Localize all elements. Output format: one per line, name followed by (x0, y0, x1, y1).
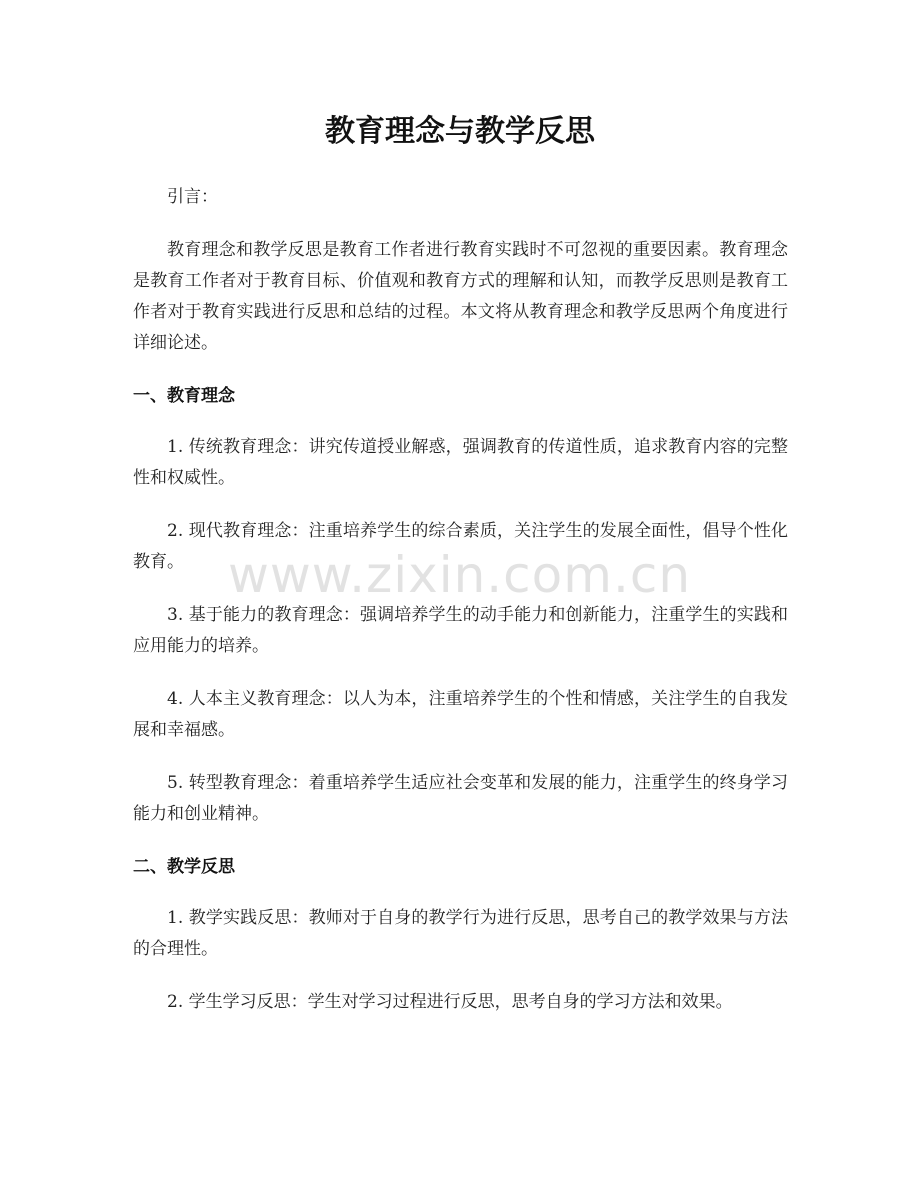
intro-paragraph: 教育理念和教学反思是教育工作者进行教育实践时不可忽视的重要因素。教育理念是教育工作者对于教育目标、价值观和教育方式的理解和认知，而教学反思则是教育工作者对于教育实践进行反思和总结的过程。本文将从教育理念和教学反思两个角度进行详细论述。 (133, 240, 788, 353)
section-heading-teaching-reflection: 二、教学反思 (133, 857, 235, 877)
section-heading-education-philosophy: 一、教育理念 (133, 386, 235, 406)
document-title: 教育理念与教学反思 (325, 114, 595, 149)
list-item: 1. 传统教育理念：讲究传道授业解惑，强调教育的传道性质，追求教育内容的完整性和权威性。 (133, 437, 788, 488)
document-body (133, 182, 788, 1040)
list-item: 3. 基于能力的教育理念：强调培养学生的动手能力和创新能力，注重学生的实践和应用能力的培养。 (133, 605, 788, 656)
list-item: 2. 学生学习反思：学生对学习过程进行反思，思考自身的学习方法和效果。 (167, 992, 733, 1012)
list-item: 1. 教学实践反思：教师对于自身的教学行为进行反思，思考自己的教学效果与方法的合理性。 (133, 908, 788, 959)
watermark: www.zixin.com.cn (228, 546, 692, 604)
list-item: 2. 现代教育理念：注重培养学生的综合素质，关注学生的发展全面性，倡导个性化教育。 (133, 521, 788, 572)
list-item: 5. 转型教育理念：着重培养学生适应社会变革和发展的能力，注重学生的终身学习能力和创业精神。 (133, 773, 788, 824)
intro-label: 引言： (167, 187, 218, 207)
list-item: 4. 人本主义教育理念：以人为本，注重培养学生的个性和情感，关注学生的自我发展和幸福感。 (133, 689, 788, 740)
